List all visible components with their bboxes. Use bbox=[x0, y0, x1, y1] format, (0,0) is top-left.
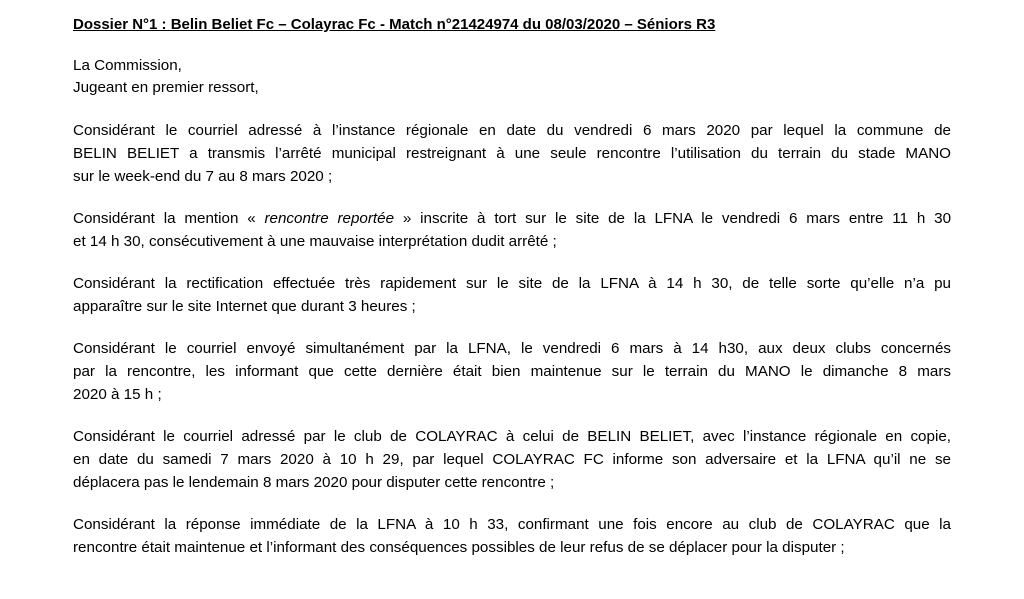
paragraph-courriel-commune bbox=[73, 119, 951, 188]
paragraph-line: apparaître sur le site Internet que durant 3 heures ; bbox=[73, 298, 416, 315]
paragraph-line: BELIN BELIET a transmis l’arrêté municipal restreignant à une seule rencontre l’utilisation du terrain du stade MANO bbox=[73, 145, 951, 162]
intro-line-jugeant: Jugeant en premier ressort, bbox=[73, 79, 259, 96]
italic-text-segment: rencontre reportée bbox=[264, 210, 395, 227]
paragraph-line: rencontre était maintenue et l’informant des conséquences possibles de leur refus de se déplacer pour la disputer ; bbox=[73, 539, 845, 556]
paragraph-line: Considérant le courriel adressé à l’instance régionale en date du vendredi 6 mars 2020 par lequel la commune de bbox=[73, 122, 951, 139]
paragraph-line: Considérant le courriel envoyé simultanément par la LFNA, le vendredi 6 mars à 14 h30, aux deux clubs concernés bbox=[73, 340, 951, 357]
paragraph-line: sur le week-end du 7 au 8 mars 2020 ; bbox=[73, 168, 333, 185]
paragraph-reponse-lfna bbox=[73, 513, 951, 559]
paragraph-mention-reportee bbox=[73, 207, 951, 253]
paragraph-line: par la rencontre, les informant que cette dernière était bien maintenue sur le terrain du MANO le dimanche 8 mars bbox=[73, 363, 951, 380]
intro-line-commission: La Commission, bbox=[73, 57, 182, 74]
document-page bbox=[73, 14, 951, 578]
paragraph-line: Considérant la rectification effectuée très rapidement sur le site de la LFNA à 14 h 30, de telle sorte qu’elle n’a pu bbox=[73, 275, 951, 292]
text-segment: Considérant la mention « bbox=[73, 210, 265, 227]
paragraph-courriel-colayrac bbox=[73, 425, 951, 494]
paragraph-rectification bbox=[73, 272, 951, 318]
paragraph-line: et 14 h 30, consécutivement à une mauvaise interprétation dudit arrêté ; bbox=[73, 233, 557, 250]
intro-block bbox=[73, 55, 951, 99]
paragraph-line: 2020 à 15 h ; bbox=[73, 386, 162, 403]
paragraph-line: déplacera pas le lendemain 8 mars 2020 pour disputer cette rencontre ; bbox=[73, 474, 555, 491]
paragraph-line bbox=[73, 207, 951, 230]
paragraph-courriel-lfna bbox=[73, 337, 951, 406]
dossier-title: Dossier N°1 : Belin Beliet Fc – Colayrac Fc - Match n°21424974 du 08/03/2020 – Séniors R3 bbox=[73, 16, 716, 33]
paragraph-line: en date du samedi 7 mars 2020 à 10 h 29, par lequel COLAYRAC FC informe son adversaire et la LFNA qu’il ne se bbox=[73, 451, 951, 468]
text-segment: » inscrite à tort sur le site de la LFNA le vendredi 6 mars entre 11 h 30 bbox=[394, 210, 952, 227]
paragraph-line: Considérant la réponse immédiate de la LFNA à 10 h 33, confirmant une fois encore au club de COLAYRAC que la bbox=[73, 516, 951, 533]
paragraph-line: Considérant le courriel adressé par le club de COLAYRAC à celui de BELIN BELIET, avec l’instance régionale en copie, bbox=[73, 428, 951, 445]
